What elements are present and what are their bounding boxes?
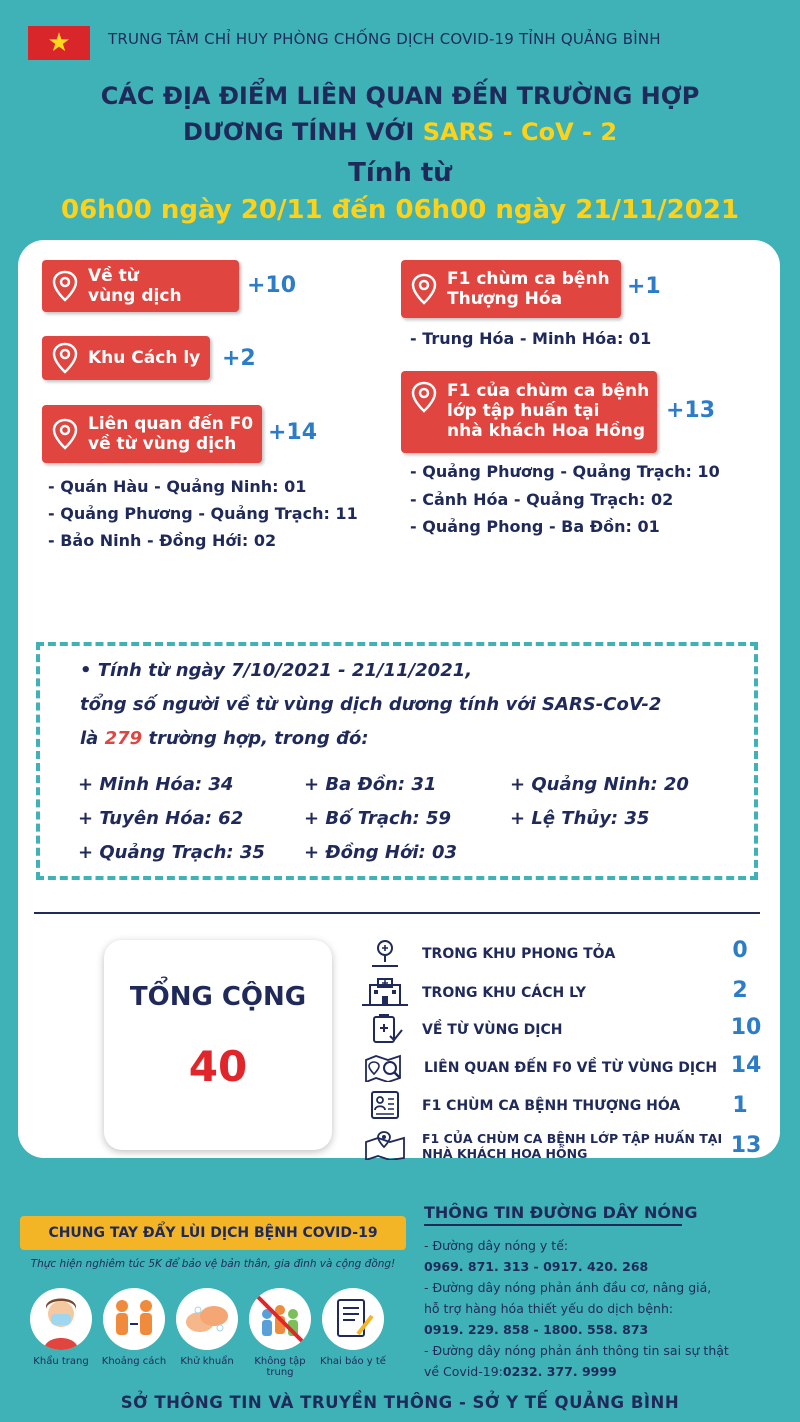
hotline-number: 0919. 229. 858 - 1800. 558. 873 (424, 1322, 649, 1337)
category-label-2: về từ vùng dịch (88, 434, 237, 454)
health-declaration-icon (322, 1288, 384, 1350)
location-item: - Trung Hóa - Minh Hóa: 01 (410, 329, 652, 348)
district-count: + Minh Hóa: 34 (78, 774, 234, 795)
district-count: + Lệ Thủy: 35 (510, 808, 650, 829)
total-value: 40 (188, 1042, 248, 1091)
category-ve-tu-vung-dich (42, 260, 239, 312)
campaign-banner: CHUNG TAY ĐẨY LÙI DỊCH BỆNH COVID-19 (20, 1216, 406, 1250)
summary-value: 1 (732, 1093, 748, 1118)
count-f1-hoa-hong: +13 (666, 398, 716, 423)
map-pin-icon (52, 342, 78, 374)
summary-label: TRONG KHU CÁCH LY (422, 985, 586, 1001)
title-line-1: CÁC ĐỊA ĐIỂM LIÊN QUAN ĐẾN TRƯỜNG HỢP (100, 82, 700, 110)
summary-label: F1 CHÙM CA BỆNH THƯỢNG HÓA (422, 1098, 681, 1114)
summary-label-2: NHÀ KHÁCH HOA HỒNG (422, 1146, 588, 1161)
district-count: + Đồng Hới: 03 (304, 842, 458, 863)
distance-icon (103, 1288, 165, 1350)
category-khu-cach-ly (42, 336, 210, 380)
count-khu-cach-ly: +2 (222, 346, 256, 371)
footer: SỞ THÔNG TIN VÀ TRUYỀN THÔNG - SỞ Y TẾ QUẢNG BÌNH (120, 1393, 680, 1412)
mask-icon (30, 1288, 92, 1350)
category-label-1: F1 của chùm ca bệnh (447, 381, 650, 401)
category-f1-thuong-hoa (401, 260, 621, 318)
campaign-subtitle: Thực hiện nghiêm túc 5K để bảo vệ bản thân, gia đình và cộng đồng! (30, 1258, 396, 1270)
district-count: + Tuyên Hóa: 62 (78, 808, 244, 829)
prevention-label: Không tập trung (254, 1356, 306, 1378)
location-item: - Quảng Phương - Quảng Trạch: 11 (48, 504, 358, 523)
hotline-line (424, 1364, 617, 1379)
total-label: TỔNG CỘNG (129, 982, 307, 1012)
total-box (104, 940, 332, 1150)
category-label-1: Về từ (88, 266, 139, 286)
location-item: - Cảnh Hóa - Quảng Trạch: 02 (410, 490, 674, 509)
district-count: + Quảng Ninh: 20 (510, 774, 689, 795)
cumulative-line-1: • Tính từ ngày 7/10/2021 - 21/11/2021, (80, 660, 473, 681)
prevention-label: Khẩu trang (33, 1356, 89, 1367)
category-label-1: F1 chùm ca bệnh (447, 269, 610, 289)
hotline-line: - Đường dây nóng y tế: (424, 1238, 569, 1253)
location-item: - Quảng Phương - Quảng Trạch: 10 (410, 462, 720, 481)
hotline-line: - Đường dây nóng phản ánh đầu cơ, nâng giá, (424, 1280, 712, 1295)
sanitize-icon (176, 1288, 238, 1350)
cumulative-box (36, 642, 758, 880)
summary-value: 10 (730, 1015, 762, 1040)
map-pin-icon (360, 1130, 410, 1160)
hospital-icon (360, 977, 410, 1007)
cumulative-line-2: tổng số người về từ vùng dịch dương tính với SARS-CoV-2 (80, 694, 662, 715)
organization-name: TRUNG TÂM CHỈ HUY PHÒNG CHỐNG DỊCH COVID-19 TỈNH QUẢNG BÌNH (108, 30, 661, 48)
category-label-2: Thượng Hóa (447, 289, 563, 309)
hotline-underline (424, 1224, 682, 1226)
title-line-2 (0, 118, 800, 146)
hotline-title: THÔNG TIN ĐƯỜNG DÂY NÓNG (424, 1203, 698, 1222)
hotline-number: 0969. 871. 313 - 0917. 420. 268 (424, 1259, 649, 1274)
summary-label: LIÊN QUAN ĐẾN F0 VỀ TỪ VÙNG DỊCH (424, 1060, 718, 1076)
divider (34, 912, 760, 914)
hotline-line-text: về Covid-19: (424, 1364, 503, 1379)
count-lien-quan-f0: +14 (268, 420, 318, 445)
cumulative-line-3-b: trường hợp, trong đó: (148, 728, 369, 749)
summary-value: 14 (730, 1053, 762, 1078)
category-label-1: Liên quan đến F0 (88, 414, 254, 434)
header (0, 0, 800, 240)
time-range: 06h00 ngày 20/11 đến 06h00 ngày 21/11/2021 (60, 195, 740, 225)
district-count: + Quảng Trạch: 35 (78, 842, 265, 863)
location-item: - Bảo Ninh - Đồng Hới: 02 (48, 531, 277, 550)
prevention-label: Khai báo y tế (320, 1356, 386, 1367)
prevention-label: Khoảng cách (101, 1356, 167, 1367)
map-pin-icon (411, 381, 437, 413)
hotline-line: hỗ trợ hàng hóa thiết yếu do dịch bệnh: (424, 1301, 674, 1316)
category-label-2: lớp tập huấn tại (447, 401, 600, 421)
title-line-2-virus: SARS - CoV - 2 (422, 118, 618, 146)
district-count: + Ba Đồn: 31 (304, 774, 437, 795)
summary-value: 13 (730, 1133, 762, 1158)
title-line-3: Tính từ (348, 158, 452, 188)
location-item: - Quảng Phong - Ba Đồn: 01 (410, 517, 660, 536)
hotline-number: 0232. 377. 9999 (502, 1364, 617, 1379)
summary-label: VỀ TỪ VÙNG DỊCH (422, 1022, 563, 1038)
map-pin-icon (411, 273, 437, 305)
title-line-2-a: DƯƠNG TÍNH VỚI (182, 118, 415, 146)
vietnam-flag-icon: ★ (28, 26, 90, 60)
cumulative-line-3 (80, 728, 369, 749)
location-search-icon (360, 938, 410, 968)
map-pin-icon (52, 418, 78, 450)
category-label: Khu Cách ly (88, 348, 201, 368)
category-f1-hoa-hong (401, 371, 657, 453)
count-f1-thuong-hoa: +1 (627, 274, 661, 299)
count-ve-tu-vung-dich: +10 (247, 273, 297, 298)
category-lien-quan-f0 (42, 405, 262, 463)
summary-label-1: F1 CỦA CHÙM CA BỆNH LỚP TẬP HUẤN TẠI (422, 1131, 723, 1146)
summary-label: TRONG KHU PHONG TỎA (422, 946, 616, 962)
district-count: + Bố Trạch: 59 (304, 808, 452, 829)
no-gathering-icon (249, 1288, 311, 1350)
summary-value: 2 (732, 978, 748, 1003)
patient-chart-icon (360, 1090, 410, 1120)
prevention-label: Khử khuẩn (180, 1356, 234, 1367)
map-pin-icon (52, 270, 78, 302)
hotline-line: - Đường dây nóng phản ánh thông tin sai sự thật (424, 1343, 729, 1358)
summary-label (422, 1131, 722, 1161)
summary-value: 0 (732, 938, 748, 963)
cumulative-line-3-a: là (80, 728, 99, 749)
cumulative-total: 279 (104, 728, 143, 749)
map-search-icon (360, 1052, 410, 1082)
health-check-icon (360, 1014, 410, 1044)
location-item: - Quán Hàu - Quảng Ninh: 01 (48, 477, 307, 496)
category-label-3: nhà khách Hoa Hồng (447, 421, 646, 441)
category-label-2: vùng dịch (88, 286, 182, 306)
